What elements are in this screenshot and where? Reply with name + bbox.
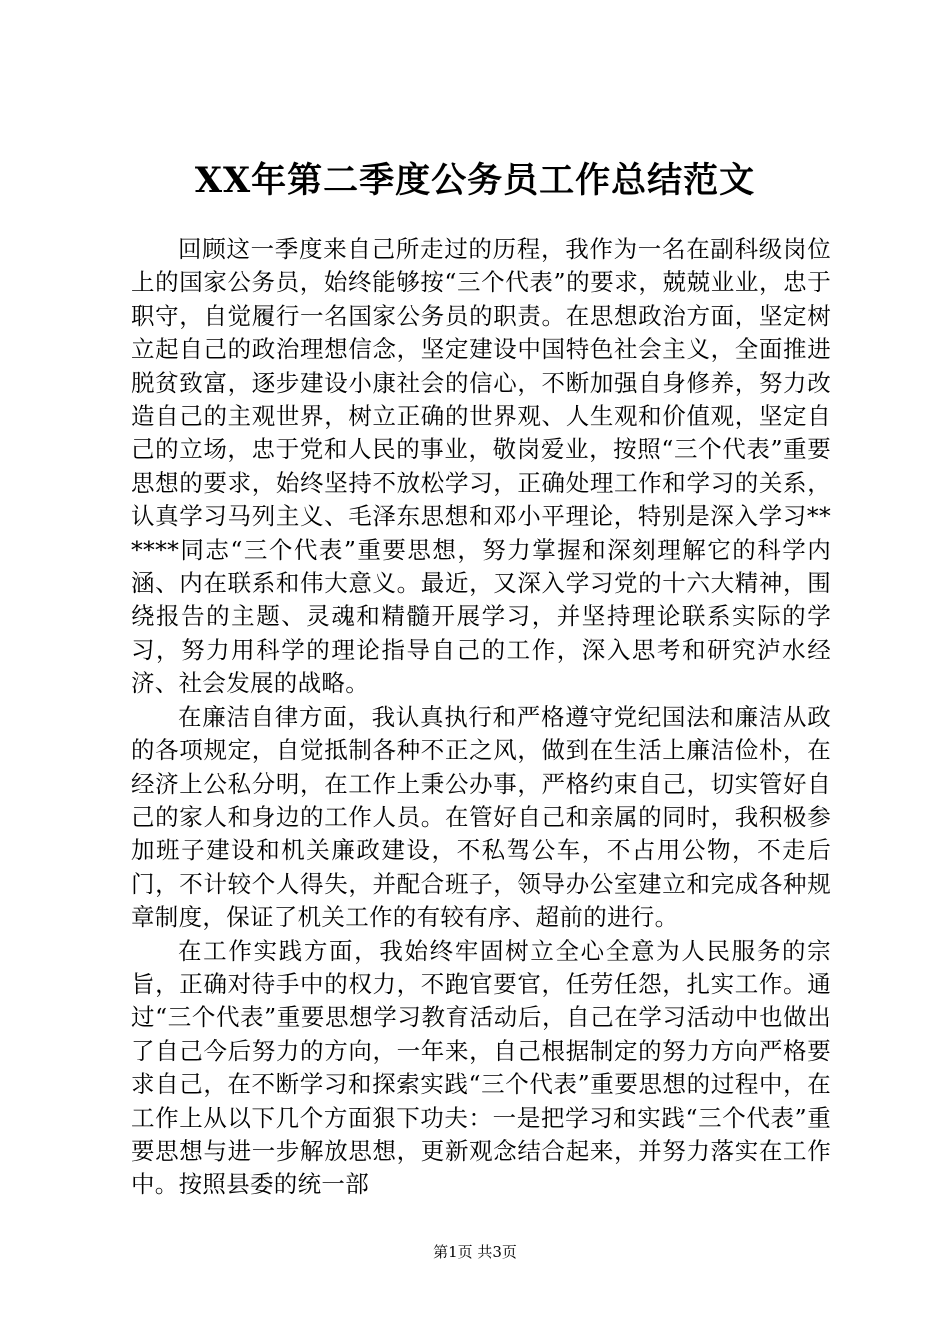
- document-title: XX年第二季度公务员工作总结范文: [194, 160, 756, 201]
- document-body: [131, 233, 831, 1202]
- page-footer: 第1页 共3页: [433, 1243, 517, 1261]
- paragraph-ideology: 回顾这一季度来自己所走过的历程，我作为一名在副科级岗位上的国家公务员，始终能够按“三个代表”的要求，兢兢业业，忠于职守，自觉履行一名国家公务员的职责。在思想政治方面，坚定树立起自己的政治理想信念，坚定建设中国特色社会主义，全面推进脱贫致富，逐步建设小康社会的信心，不断加强自身修养，努力改造自己的主观世界，树立正确的世界观、人生观和价值观，坚定自己的立场，忠于党和人民的事业，敬岗爱业，按照“三个代表”重要思想的要求，始终坚持不放松学习，正确处理工作和学习的关系，认真学习马列主义、毛泽东思想和邓小平理论，特别是深入学习******同志“三个代表”重要思想，努力掌握和深刻理解它的科学内涵、内在联系和伟大意义。最近，又深入学习党的十六大精神，围绕报告的主题、灵魂和精髓开展学习，并坚持理论联系实际的学习，努力用科学的理论指导自己的工作，深入思考和研究泸水经济、社会发展的战略。: [131, 235, 831, 698]
- paragraph-integrity: 在廉洁自律方面，我认真执行和严格遵守党纪国法和廉洁从政的各项规定，自觉抵制各种不正之风，做到在生活上廉洁俭朴，在经济上公私分明，在工作上秉公办事，严格约束自己，切实管好自己的家人和身边的工作人员。在管好自己和亲属的同时，我积极参加班子建设和机关廉政建设，不私驾公车，不占用公物，不走后门，不计较个人得失，并配合班子，领导办公室建立和完成各种规章制度，保证了机关工作的有较有序、超前的进行。: [131, 702, 831, 932]
- paragraph-work-practice: 在工作实践方面，我始终牢固树立全心全意为人民服务的宗旨，正确对待手中的权力，不跑官要官，任劳任怨，扎实工作。通过“三个代表”重要思想学习教育活动后，自己在学习活动中也做出了自己今后努力的方向，一年来，自己根据制定的努力方向严格要求自己，在不断学习和探索实践“三个代表”重要思想的过程中，在工作上从以下几个方面狠下功夫：一是把学习和实践“三个代表”重要思想与进一步解放思想，更新观念结合起来，并努力落实在工作中。按照县委的统一部: [131, 936, 831, 1199]
